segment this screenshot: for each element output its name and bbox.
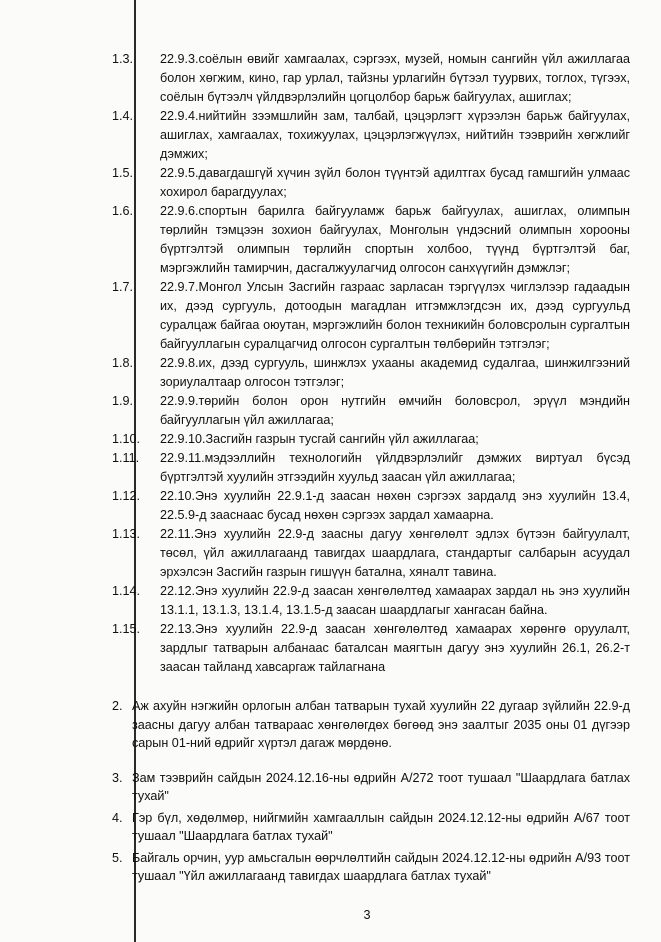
item-text: Зам тээврийн сайдын 2024.12.16-ны өдрийн А/272 тоот тушаал "Шаардлага батлах тухай" [132, 770, 630, 803]
list-item [104, 582, 630, 620]
item-number: 1.15. [112, 622, 141, 636]
item-number: 1.12. [112, 489, 141, 503]
item-number: 1.10. [112, 432, 141, 446]
main-item-list [112, 697, 630, 886]
item-number: 1.8. [112, 356, 134, 370]
list-item [104, 525, 630, 582]
item-number: 1.6. [112, 204, 134, 218]
item-text: Аж ахуйн нэгжийн орлогын албан татварын тухай хуулийн 22 дугаар зүйлийн 22.9-д заасны дагуу албан татвараас хөнгөлөгдөх бөгөөд энэ заалтыг 2035 оны 01 дүгээр сарын 01-ний өдрийг хүртэл дагаж мөрдөнө. [132, 699, 630, 750]
item-number: 4. [112, 810, 123, 825]
list-item [104, 202, 630, 278]
item-text: 22.9.6.спортын барилга байгууламж барьж байгуулах, ашиглах, олимпын төрлийн тэмцээн зохион байгуулах, Монголын үндэсний олимпын хорооны бүртгэлтэй олимпын төрлийн спортын холбоо, түүнд бүртгэлтэй баг, мэргэжлийн тамирчин, дасгалжуулагчид олгосон санхүүгийн дэмжлэг; [160, 204, 630, 275]
list-item [104, 620, 630, 677]
item-number: 1.9. [112, 394, 134, 408]
list-item [104, 50, 630, 107]
item-text: 22.9.7.Монгол Улсын Засгийн газраас зарласан тэргүүлэх чиглэлээр гадаадын их, дээд сургууль, дотоодын магадлан итгэмжлэгдсэн их, дээд сургуульд суралцаж байгаа оюутан, мэргэжлийн болон техникийн боловсролын сургалтын байгууллагын суралцагчид олгосон сургалтын төлбөрийн тэтгэлэг; [160, 280, 630, 351]
list-item [104, 392, 630, 430]
item-text: 22.10.Энэ хуулийн 22.9.1-д заасан нөхөн сэргээх зардалд энэ хуулийн 13.4, 22.5.9-д зааснаас бусад нөхөн сэргээх зардал хамаарна. [160, 489, 630, 522]
page-number: 3 [363, 907, 371, 922]
list-item [104, 449, 630, 487]
list-item [112, 809, 630, 846]
list-item [104, 487, 630, 525]
item-number: 1.4. [112, 109, 134, 123]
item-number: 1.14. [112, 584, 141, 598]
item-text: 22.9.9.төрийн болон орон нутгийн өмчийн боловсрол, эрүүл мэндийн байгууллагын үйл ажиллагаа; [160, 394, 630, 427]
item-text: Гэр бүл, хөдөлмөр, нийгмийн хамгааллын сайдын 2024.12.12-ны өдрийн А/67 тоот тушаал "Шаардлага батлах тухай" [132, 810, 630, 843]
list-item [104, 430, 630, 449]
item-number: 1.11. [112, 451, 140, 465]
document-body [104, 0, 630, 942]
item-text: 22.9.8.их, дээд сургууль, шинжлэх ухааны академид судалгаа, шинжилгээний зориулалтаар олгосон тэтгэлэг; [160, 356, 630, 389]
item-number: 1.13. [112, 527, 141, 541]
item-text: 22.13.Энэ хуулийн 22.9-д заасан хөнгөлөлтөд хамаарах хөрөнгө оруулалт, зардлыг татварын албанаас баталсан маягтын дагуу энэ хуулийн 26.1, 26.2-т заасан тайланд хавсаргаж тайлагнана [160, 622, 630, 674]
item-text: 22.9.4.нийтийн зээмшлийн зам, талбай, цэцэрлэгт хүрээлэн барьж байгуулах, ашиглах, хамгаалах, тохижуулах, цэцэрлэгжүүлэх, нийтийн тээврийн хөгжлийг дэмжих; [160, 109, 630, 161]
list-item [104, 107, 630, 164]
item-text: Байгаль орчин, уур амьсгалын өөрчлөлтийн сайдын 2024.12.12-ны өдрийн А/93 тоот тушаал "Үйл ажиллагаанд тавигдах шаардлага батлах тухай" [132, 850, 630, 883]
item-text: 22.9.11.мэдээллийн технологийн үйлдвэрлэлийг дэмжих виртуал бүсэд бүртгэлтэй хуулийн этгээдийн хуульд заасан үйл ажиллагаа; [160, 451, 630, 484]
item-number: 1.5. [112, 166, 134, 180]
item-number: 1.3. [112, 52, 134, 66]
item-text: 22.9.10.Засгийн газрын тусгай сангийн үйл ажиллагаа; [160, 432, 479, 446]
item-text: 22.11.Энэ хуулийн 22.9-д заасны дагуу хөнгөлөлт эдлэх бүтээн байгуулалт, төсөл, үйл ажиллагаанд тавигдах шаардлага, стандартыг салбарын асуудал эрхэлсэн Засгийн газрын гишүүн батална, хяналт тавина. [160, 527, 630, 579]
list-item [112, 769, 630, 806]
list-item [112, 697, 630, 753]
list-item [104, 354, 630, 392]
item-number: 3. [112, 770, 123, 785]
item-text: 22.12.Энэ хуулийн 22.9-д заасан хөнгөлөлтөд хамаарах зардал нь энэ хуулийн 13.1.1, 13.1.3, 13.1.4, 13.1.5-д заасан шаардлагыг хангасан байна. [160, 584, 630, 617]
item-number: 1.7. [112, 280, 134, 294]
item-number: 2. [112, 699, 123, 713]
sub-item-list [104, 50, 630, 677]
item-number: 5. [112, 850, 123, 865]
item-text: 22.9.5.давагдашгүй хүчин зүйл болон түүнтэй адилтгах бусад гамшгийн улмаас хохирол барагдуулах; [160, 166, 630, 199]
list-item [112, 849, 630, 886]
list-item [104, 164, 630, 202]
list-item [104, 278, 630, 354]
item-text: 22.9.3.соёлын өвийг хамгаалах, сэргээх, музей, номын сангийн үйл ажиллагаа болон хөгжим, кино, гар урлал, тайзны урлагийн бүтээл туурвих, тоглох, түгээх, соёлын бүтээлч үйлдвэрлэлийн цогцолбор барьж байгуулах, ашиглах; [160, 52, 630, 104]
